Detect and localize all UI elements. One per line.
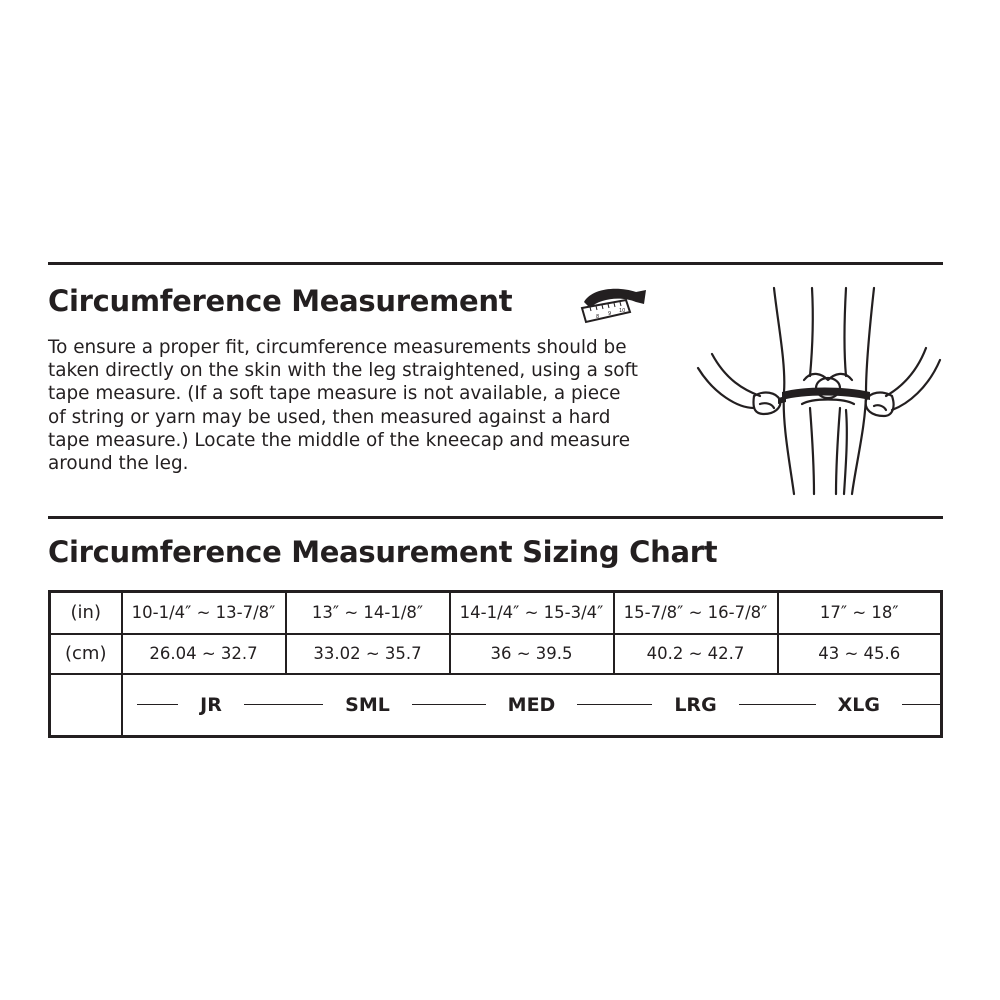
middle-divider (48, 516, 943, 519)
inches-cell-lrg: 15-7/8″ ~ 16-7/8″ (614, 592, 778, 634)
inches-cell-sml: 13″ ~ 14-1/8″ (286, 592, 450, 634)
unit-label-cm: (cm) (50, 634, 122, 674)
instruction-line: tape measure. (If a soft tape measure is not available, a piece (48, 383, 621, 405)
instruction-line: To ensure a proper fit, circumference measurements should be (48, 337, 627, 358)
top-divider (48, 262, 943, 265)
measurement-instructions (48, 336, 688, 475)
size-cell-sml (286, 674, 450, 737)
inches-cell-xlg: 17″ ~ 18″ (778, 592, 942, 634)
cm-cell-xlg: 43 ~ 45.6 (778, 634, 942, 674)
inches-cell-med: 14-1/4″ ~ 15-3/4″ (450, 592, 614, 634)
tape-measure-icon (578, 282, 650, 328)
knee-measuring-illustration (694, 284, 944, 498)
section-title-measurement: Circumference Measurement (48, 284, 513, 318)
cm-cell-lrg: 40.2 ~ 42.7 (614, 634, 778, 674)
instruction-line: of string or yarn may be used, then measured against a hard (48, 406, 611, 428)
tape-number-9: 9 (608, 311, 612, 317)
instruction-line: tape measure.) Locate the middle of the kneecap and measure (48, 429, 631, 451)
instruction-line: taken directly on the skin with the leg straightened, using a soft (48, 360, 638, 382)
size-label: MED (507, 693, 556, 716)
size-label: LRG (674, 693, 717, 716)
size-label: SML (345, 693, 390, 716)
tape-number-8: 8 (596, 314, 600, 320)
sizing-chart-table (48, 590, 943, 738)
inches-cell-jr: 10-1/4″ ~ 13-7/8″ (122, 592, 286, 634)
unit-label-in: (in) (50, 592, 122, 634)
size-row (50, 674, 942, 737)
centimeters-row (50, 634, 942, 674)
size-cell-jr (122, 674, 286, 737)
size-cell-lrg (614, 674, 778, 737)
size-label: XLG (837, 693, 880, 716)
size-row-label (50, 674, 122, 737)
cm-cell-med: 36 ~ 39.5 (450, 634, 614, 674)
size-cell-xlg (778, 674, 942, 737)
size-label: JR (200, 693, 222, 716)
instruction-line: around the leg. (48, 453, 189, 475)
cm-cell-sml: 33.02 ~ 35.7 (286, 634, 450, 674)
inches-row (50, 592, 942, 634)
section-title-sizing-chart: Circumference Measurement Sizing Chart (48, 535, 718, 569)
size-cell-med (450, 674, 614, 737)
tape-number-10: 10 (619, 308, 626, 314)
cm-cell-jr: 26.04 ~ 32.7 (122, 634, 286, 674)
